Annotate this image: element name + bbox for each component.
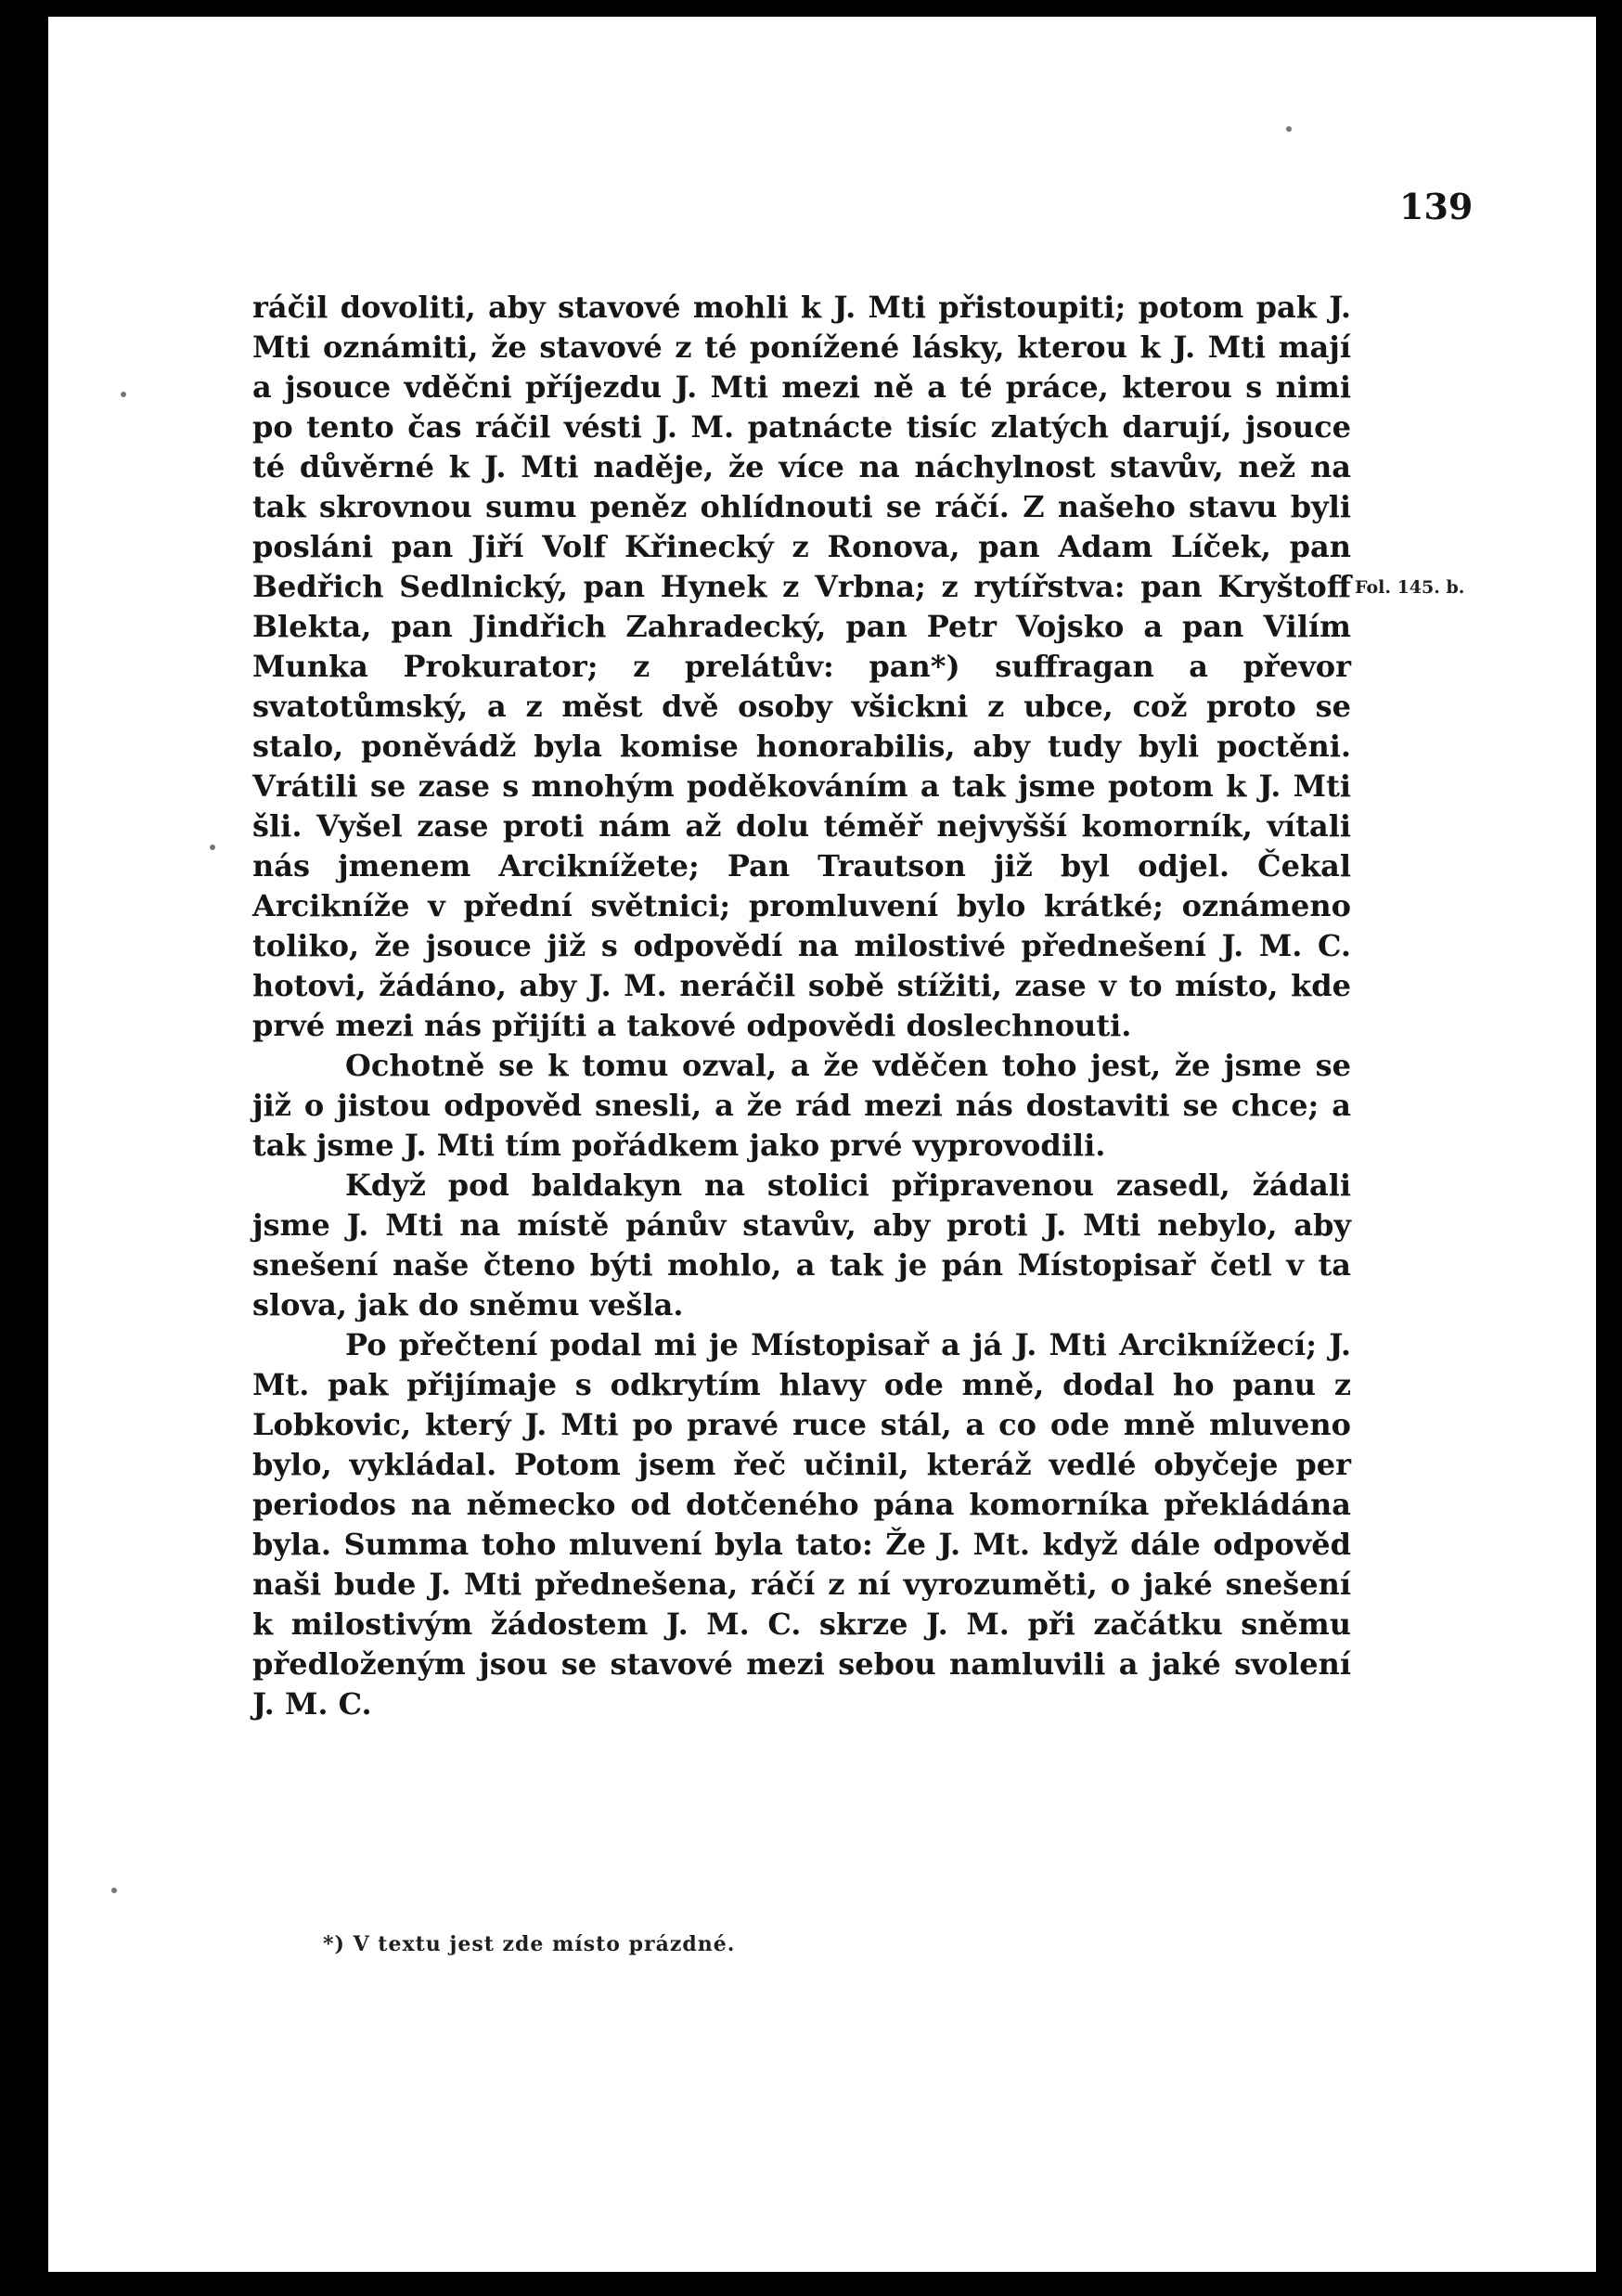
- paragraph-2: Ochotně se k tomu ozval, a že vděčen toho jest, že jsme se již o jistou odpověd snesli, a že rád mezi nás dostaviti se chce; a tak jsme J. Mti tím pořádkem jako prvé vyprovodili.: [252, 1048, 1351, 1163]
- paragraph-4: Po přečtení podal mi je Místopisař a já J. Mti Arciknížecí; J. Mt. pak přijímaje s odkrytím hlavy ode mně, dodal ho panu z Lobkovic, který J. Mti po pravé ruce stál, a co ode mně mluveno bylo, vykládal. Potom jsem řeč učinil, kteráž vedlé obyčeje per periodos na německo od dotčeného pána komorníka překládána byla. Summa toho mluvení byla tato: Že J. Mt. když dále odpověd naši bude J. Mti přednešena, ráčí z ní vyrozuměti, o jaké snešení k milostivým žádostem J. M. C. skrze J. M. při začátku sněmu předloženým jsou se stavové mezi sebou namluvili a jaké svolení J. M. C.: [252, 1327, 1351, 1722]
- footnote: *) V textu jest zde místo prázdné.: [323, 1932, 736, 1956]
- body-text: [252, 288, 1351, 1724]
- paragraph-3: Když pod baldakyn na stolici připravenou zasedl, žádali jsme J. Mti na místě pánův stavův, aby proti J. Mti nebylo, aby snešení naše čteno býti mohlo, a tak je pán Místopisař četl v ta slova, jak do sněmu vešla.: [252, 1167, 1351, 1322]
- page-number: 139: [1399, 186, 1474, 227]
- book-page: [48, 17, 1596, 2272]
- scan-speck: [1286, 126, 1292, 132]
- folio-margin-note: Fol. 145. b.: [1355, 577, 1465, 598]
- scan-speck: [111, 1888, 117, 1893]
- scan-speck: [210, 845, 215, 850]
- scan-speck: [121, 392, 126, 397]
- paragraph-1: ráčil dovoliti, aby stavové mohli k J. Mti přistoupiti; potom pak J. Mti oznámiti, že stavové z té ponížené lásky, kterou k J. Mti mají a jsouce vděčni příjezdu J. Mti mezi ně a té práce, kterou s nimi po tento čas ráčil vésti J. M. patnácte tisíc zlatých darují, jsouce té důvěrné k J. Mti naděje, že více na náchylnost stavův, než na tak skrovnou sumu peněz ohlídnouti se ráčí. Z našeho stavu byli posláni pan Jiří Volf Křinecký z Ronova, pan Adam Líček, pan Bedřich Sedlnický, pan Hynek z Vrbna; z rytířstva: pan Kryštoff Blekta, pan Jindřich Zahradecký, pan Petr Vojsko a pan Vilím Munka Prokurator; z prelátův: pan*) suffragan a převor svatotůmský, a z měst dvě osoby všickni z ubce, což proto se stalo, poněvádž byla komise honorabilis, aby tudy byli poctěni. Vrátili se zase s mnohým poděkováním a tak jsme potom k J. Mti šli. Vyšel zase proti nám až dolu téměř nejvyšší komorník, vítali nás jmenem Arciknížete; Pan Trautson již byl odjel. Čekal Arcikníže v přední světnici; promluvení bylo krátké; oznámeno toliko, že jsouce již s odpovědí na milostivé přednešení J. M. C. hotovi, žádáno, aby J. M. neráčil sobě stížiti, zase v to místo, kde prvé mezi nás přijíti a takové odpovědi doslechnouti.: [252, 290, 1351, 1043]
